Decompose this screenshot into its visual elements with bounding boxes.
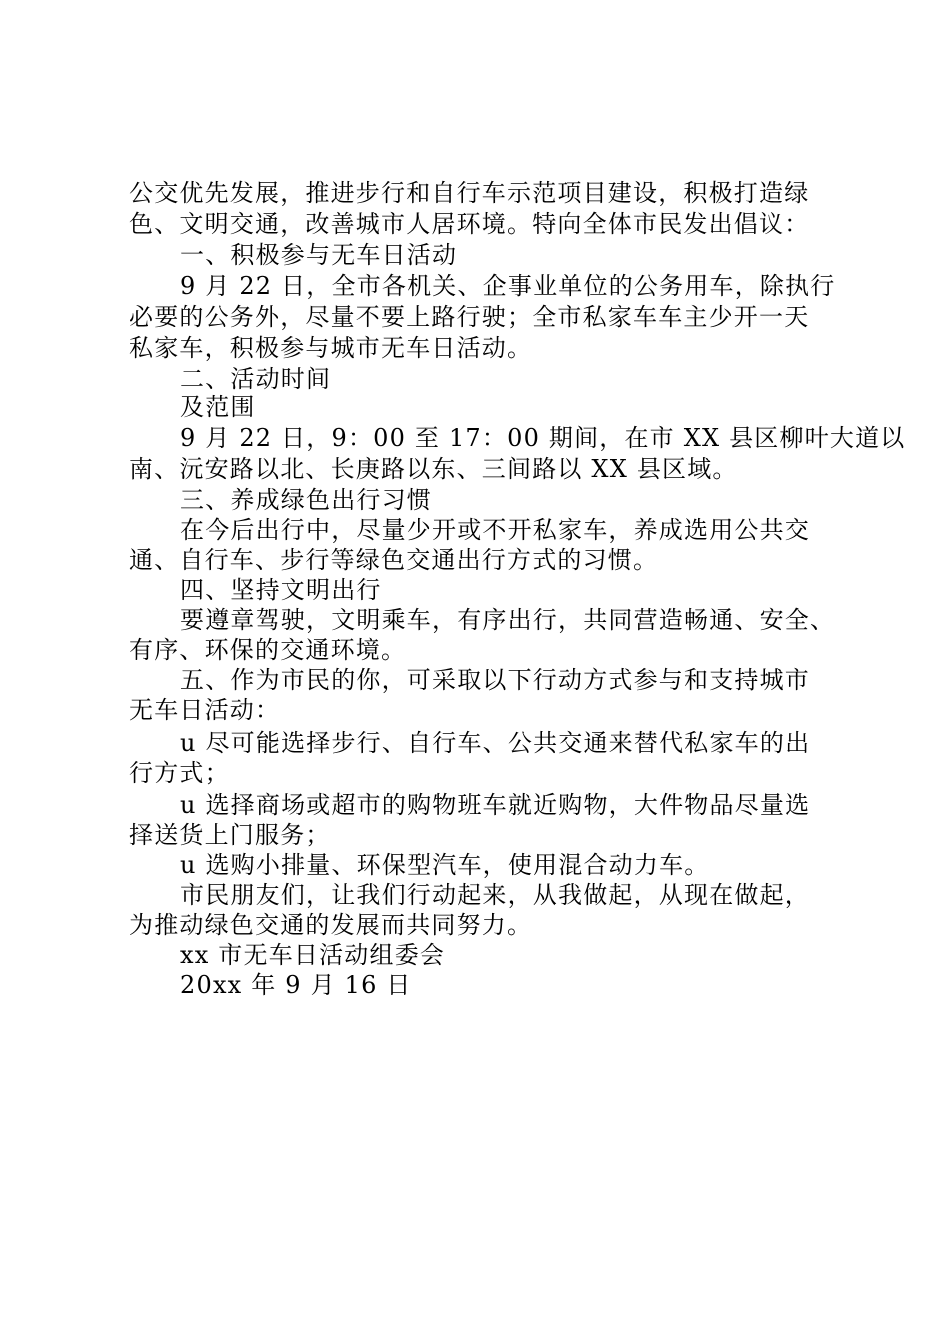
text-line: 要遵章驾驶，文明乘车，有序出行，共同营造畅通、安全、 — [180, 606, 836, 634]
section-heading: 五、作为市民的你，可采取以下行动方式参与和支持城市 — [180, 666, 810, 694]
signature-organization: xx 市无车日活动组委会 — [180, 941, 446, 969]
section-heading: 三、养成绿色出行习惯 — [180, 486, 432, 514]
text-line: 南、沅安路以北、长庚路以东、三间路以 XX 县区域。 — [129, 455, 738, 483]
section-heading: 及范围 — [180, 393, 256, 421]
list-item: u 尽可能选择步行、自行车、公共交通来替代私家车的出 — [180, 729, 811, 757]
text-line: 9 月 22 日，全市各机关、企事业单位的公务用车，除执行 — [180, 272, 836, 300]
text-line: 公交优先发展，推进步行和自行车示范项目建设，积极打造绿 — [129, 179, 810, 207]
text-line: 有序、环保的交通环境。 — [129, 636, 407, 664]
text-line: 通、自行车、步行等绿色交通出行方式的习惯。 — [129, 546, 659, 574]
text-line: 在今后出行中，尽量少开或不开私家车，养成选用公共交 — [180, 516, 810, 544]
section-heading: 二、活动时间 — [180, 365, 332, 393]
text-line: 行方式； — [129, 759, 230, 787]
list-item: u 选购小排量、环保型汽车，使用混合动力车。 — [180, 851, 710, 879]
text-line: 色、文明交通，改善城市人居环境。特向全体市民发出倡议： — [129, 210, 810, 238]
text-line: 无车日活动： — [129, 696, 281, 724]
text-line: 9 月 22 日，9：00 至 17：00 期间，在市 XX 县区柳叶大道以 — [180, 424, 906, 452]
signature-date: 20xx 年 9 月 16 日 — [180, 971, 412, 999]
text-line: 私家车，积极参与城市无车日活动。 — [129, 334, 533, 362]
text-line: 必要的公务外，尽量不要上路行驶；全市私家车车主少开一天 — [129, 303, 810, 331]
text-line: 择送货上门服务； — [129, 821, 331, 849]
section-heading: 一、积极参与无车日活动 — [180, 241, 458, 269]
text-line: 为推动绿色交通的发展而共同努力。 — [129, 911, 533, 939]
section-heading: 四、坚持文明出行 — [180, 576, 382, 604]
list-item: u 选择商场或超市的购物班车就近购物，大件物品尽量选 — [180, 791, 811, 819]
text-line: 市民朋友们，让我们行动起来，从我做起，从现在做起， — [180, 881, 810, 909]
